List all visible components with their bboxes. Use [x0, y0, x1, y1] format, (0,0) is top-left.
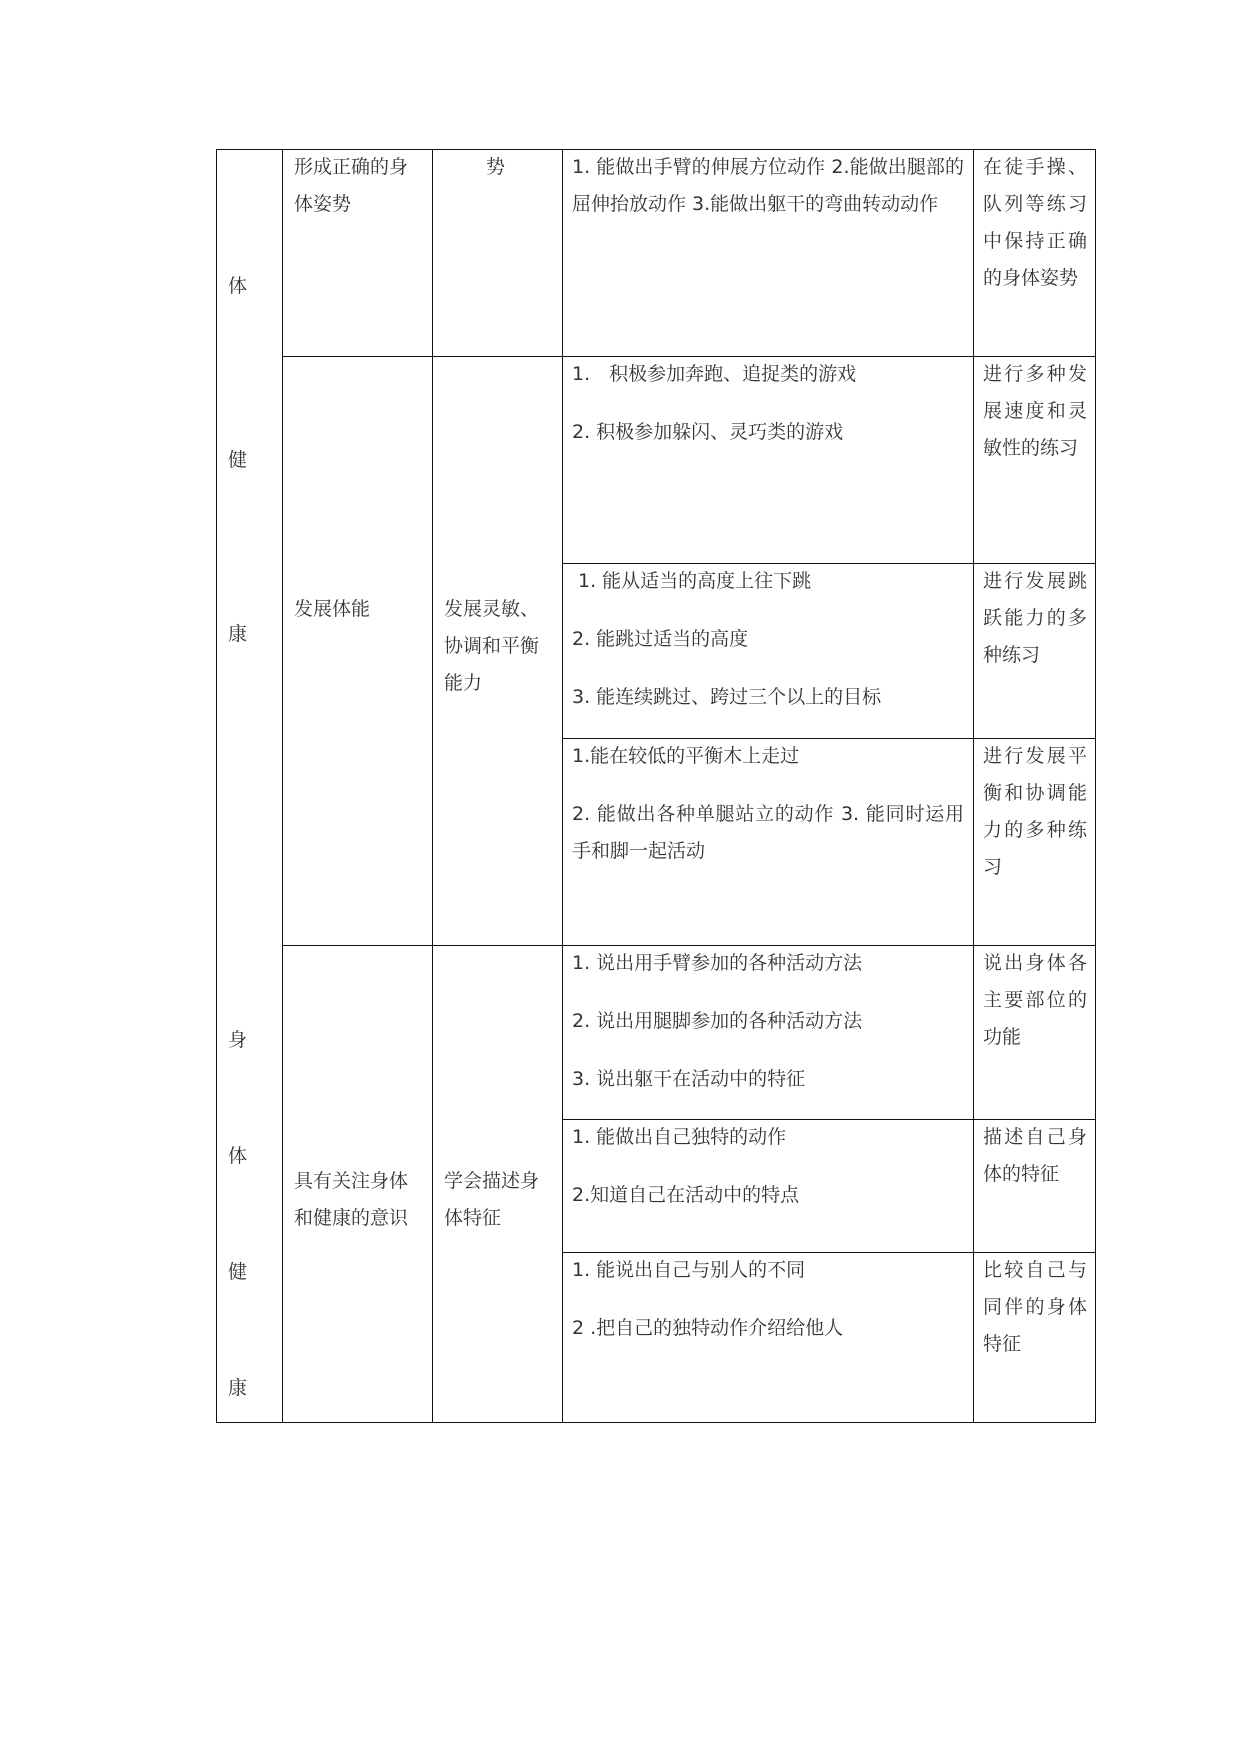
domain-char: 康 — [228, 623, 248, 645]
guide-cell: 描述自己身体的特征 — [983, 1126, 1087, 1185]
guide-cell: 比较自己与同伴的身体特征 — [983, 1259, 1087, 1355]
expectation-item: 1. 能做出自己独特的动作 — [572, 1126, 787, 1148]
guide-cell: 进行发展跳跃能力的多种练习 — [983, 570, 1087, 666]
expectation-cell — [572, 356, 964, 472]
goal-cell: 发展体能 — [294, 598, 371, 620]
expectation-item: 1. 能做出手臂的伸展方位动作 2.能做出腿部的屈伸抬放动作 3.能做出躯干的弯曲转动动作 — [572, 156, 964, 215]
column-divider — [562, 149, 563, 1423]
expectation-item: 1. 说出用手臂参加的各种活动方法 — [572, 952, 863, 974]
guide-cell: 说出身体各主要部位的功能 — [983, 952, 1087, 1048]
expectation-item: 1.能在较低的平衡木上走过 — [572, 745, 800, 767]
expectation-cell — [572, 945, 964, 1119]
column-divider — [973, 149, 974, 1423]
expectation-cell — [572, 149, 964, 223]
expectation-item: 2 .把自己的独特动作介绍给他人 — [572, 1317, 844, 1339]
expectation-item: 1. 能说出自己与别人的不同 — [572, 1259, 806, 1281]
expectation-item: 1. 能从适当的高度上往下跳 — [578, 570, 812, 592]
sub-goal-cell: 势 — [486, 156, 506, 178]
domain-char: 健 — [228, 449, 248, 471]
guide-cell: 在徒手操、队列等练习中保持正确的身体姿势 — [983, 156, 1087, 289]
expectation-item: 1. 积极参加奔跑、追捉类的游戏 — [572, 363, 857, 385]
table-border-left — [216, 149, 217, 1423]
domain-char: 身 — [228, 1029, 248, 1051]
domain-char: 健 — [228, 1261, 248, 1283]
expectation-cell — [572, 563, 964, 737]
expectation-item: 3. 说出躯干在活动中的特征 — [572, 1068, 806, 1090]
column-divider — [432, 149, 433, 1423]
guide-cell: 进行多种发展速度和灵敏性的练习 — [983, 363, 1087, 459]
domain-char: 体 — [228, 1145, 248, 1167]
expectation-cell — [572, 1119, 964, 1235]
column-divider — [282, 149, 283, 1423]
expectation-cell — [572, 1252, 964, 1368]
expectation-item: 2. 说出用腿脚参加的各种活动方法 — [572, 1010, 863, 1032]
domain-char: 体 — [228, 275, 248, 297]
expectation-item: 2. 能做出各种单腿站立的动作 3. 能同时运用手和脚一起活动 — [572, 803, 964, 862]
expectation-cell — [572, 738, 964, 891]
goal-cell: 形成正确的身体姿势 — [294, 156, 409, 215]
goal-cell: 具有关注身体和健康的意识 — [294, 1170, 409, 1229]
sub-goal-cell: 学会描述身体特征 — [444, 1170, 540, 1229]
expectation-item: 2.知道自己在活动中的特点 — [572, 1184, 800, 1206]
curriculum-table — [216, 149, 1096, 1423]
table-border-bottom — [216, 1422, 1096, 1423]
domain-char: 康 — [228, 1377, 248, 1399]
expectation-item: 2. 积极参加躲闪、灵巧类的游戏 — [572, 421, 844, 443]
guide-cell: 进行发展平衡和协调能力的多种练习 — [983, 745, 1087, 878]
sub-goal-cell: 发展灵敏、协调和平衡能力 — [444, 598, 540, 694]
expectation-item: 3. 能连续跳过、跨过三个以上的目标 — [572, 686, 882, 708]
table-border-right — [1095, 149, 1096, 1423]
expectation-item: 2. 能跳过适当的高度 — [572, 628, 749, 650]
